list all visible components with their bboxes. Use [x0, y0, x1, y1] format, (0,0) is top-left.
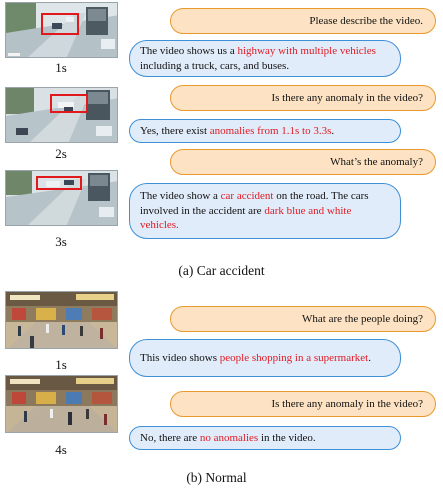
question-bubble-anomaly — [170, 85, 436, 111]
answer-bubble-describe — [129, 40, 401, 77]
timestamp-a-1: 1s — [55, 60, 67, 75]
question-text: Please describe the video. — [309, 14, 423, 27]
caption-normal: (b) Normal — [186, 470, 247, 485]
video-frame-highway-2 — [5, 87, 118, 143]
highlighted-phrase: dark blue and white vehicles. — [140, 204, 352, 232]
question-text: Is there any anomaly in the video? — [271, 91, 423, 104]
video-frame-supermarket-1 — [5, 291, 118, 349]
supermarket-frame-image — [6, 376, 118, 433]
question-bubble-people — [170, 306, 436, 332]
highlighted-phrase: no anomalies — [199, 431, 259, 444]
answer-text: This video shows people shopping in a supermarket. — [140, 351, 371, 364]
highlighted-phrase: people shopping in a supermarket — [219, 351, 369, 364]
answer-text: The video shows us a highway with multiple vehicles including a truck, cars, and buses. — [140, 45, 376, 72]
timestamp-b-2: 4s — [55, 442, 67, 457]
timestamp-a-3: 3s — [55, 234, 67, 249]
answer-text: The video show a car accident on the road. The cars involved in the accident are dark blue and white vehicles. — [140, 190, 369, 232]
answer-text: No, there are no anomalies in the video. — [140, 431, 316, 444]
highlighted-phrase: highway with multiple vehicles — [237, 45, 376, 57]
video-frame-supermarket-2 — [5, 375, 118, 433]
caption-car-accident: (a) Car accident — [178, 263, 265, 278]
question-bubble-anomaly-b — [170, 391, 436, 417]
answer-bubble-anomaly-b — [129, 426, 401, 450]
video-frame-highway-1 — [5, 2, 118, 58]
question-bubble-describe — [170, 8, 436, 34]
answer-bubble-people — [129, 339, 401, 377]
supermarket-frame-image — [6, 292, 118, 349]
highlighted-phrase: car accident — [220, 190, 274, 203]
video-frame-highway-3 — [5, 170, 118, 226]
answer-text: Yes, there exist anomalies from 1.1s to 3.3s. — [140, 124, 335, 137]
question-text: What’s the anomaly? — [330, 155, 423, 168]
highlighted-phrase: anomalies from 1.1s to 3.3s — [209, 124, 332, 137]
question-text: What are the people doing? — [302, 312, 423, 325]
timestamp-b-1: 1s — [55, 357, 67, 372]
timestamp-a-2: 2s — [55, 146, 67, 161]
question-text: Is there any anomaly in the video? — [271, 397, 423, 410]
answer-bubble-anomaly — [129, 119, 401, 143]
answer-bubble-what-anomaly — [129, 183, 401, 239]
question-bubble-what-anomaly — [170, 149, 436, 175]
